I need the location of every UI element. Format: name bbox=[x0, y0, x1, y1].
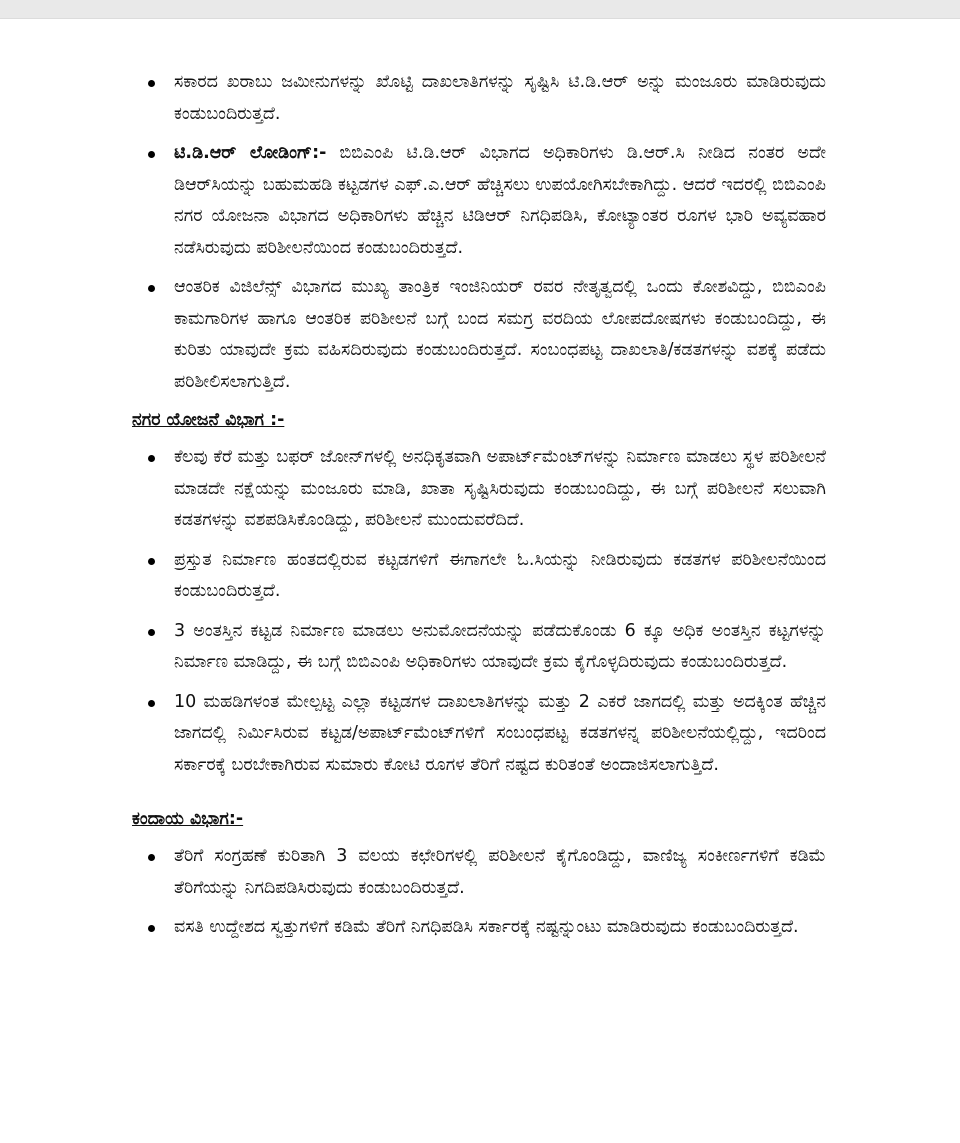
item-text: ಬಿಬಿಎಂಪಿ ಟಿ.ಡಿ.ಆರ್ ವಿಭಾಗದ ಅಧಿಕಾರಿಗಳು ಡಿ.ಆರ್.ಸಿ ನೀಡಿದ ನಂತರ ಅದೇ ಡಿಆರ್‌ಸಿಯನ್ನು ಬಹುಮಹಡಿ ಕಟ್ಟಡಗಳ ಎಫ್.ಎ.ಆರ್ ಹೆಚ್ಚಿಸಲು ಉಪಯೋಗಿಸಬೇಕಾಗಿದ್ದು. ಆದರೆ ಇದರಲ್ಲಿ ಬಿಬಿಎಂಪಿ ನಗರ ಯೋಜನಾ ವಿಭಾಗದ ಅಧಿಕಾರಿಗಳು ಹೆಚ್ಚಿನ ಟಿಡಿಆರ್ ನಿಗಧಿಪಡಿಸಿ, ಕೋಟ್ಯಾಂತರ ರೂಗಳ ಭಾರಿ ಅವ್ಯವಹಾರ ನಡೆಸಿರುವುದು ಪರಿಶೀಲನೆಯಿಂದ ಕಂಡುಬಂದಿರುತ್ತದೆ. bbox=[174, 143, 826, 258]
item-text: 10 ಮಹಡಿಗಳಂತ ಮೇಲ್ಪಟ್ಟ ಎಲ್ಲಾ ಕಟ್ಟಡಗಳ ದಾಖಲಾತಿಗಳನ್ನು ಮತ್ತು 2 ಎಕರೆ ಜಾಗದಲ್ಲಿ ಮತ್ತು ಅದಕ್ಕಿಂತ ಹೆಚ್ಚಿನ ಜಾಗದಲ್ಲಿ ನಿರ್ಮಿಸಿರುವ ಕಟ್ಟಡ/ಅಪಾರ್ಟ್‌ಮೆಂಟ್‌ಗಳಿಗೆ ಸಂಬಂಧಪಟ್ಟ ಕಡತಗಳನ್ನ ಪರಿಶೀಲನೆಯಲ್ಲಿದ್ದು, ಇದರಿಂದ ಸರ್ಕಾರಕ್ಕೆ ಬರಬೇಕಾಗಿರುವ ಸುಮಾರು ಕೋಟಿ ರೂಗಳ ತೆರಿಗೆ ನಷ್ಟದ ಕುರಿತಂತೆ ಅಂದಾಜಿಸಲಾಗುತ್ತಿದೆ. bbox=[174, 691, 826, 775]
item-text: ಆಂತರಿಕ ವಿಜಿಲೆನ್ಸ್ ವಿಭಾಗದ ಮುಖ್ಯ ತಾಂತ್ರಿಕ ಇಂಜಿನಿಯರ್ ರವರ ನೇತೃತ್ವದಲ್ಲಿ ಒಂದು ಕೋಶವಿದ್ದು, ಬಿಬಿಎಂಪಿ ಕಾಮಗಾರಿಗಳ ಹಾಗೂ ಆಂತರಿಕ ಪರಿಶೀಲನೆ ಬಗ್ಗೆ ಬಂದ ಸಮಗ್ರ ವರದಿಯ ಲೋಪದೋಷಗಳು ಕಂಡುಬಂದಿದ್ದು, ಈ ಕುರಿತು ಯಾವುದೇ ಕ್ರಮ ವಹಿಸದಿರುವುದು ಕಂಡುಬಂದಿರುತ್ತದೆ. ಸಂಬಂಧಪಟ್ಟ ದಾಖಲಾತಿ/ಕಡತಗಳನ್ನು ವಶಕ್ಕೆ ಪಡೆದು ಪರಿಶೀಲಿಸಲಾಗುತ್ತಿದೆ. bbox=[174, 277, 826, 392]
document-body bbox=[132, 67, 826, 952]
section-spacer bbox=[132, 789, 826, 805]
section-heading-revenue: ಕಂದಾಯ ವಿಭಾಗ:- bbox=[132, 809, 244, 829]
list-item bbox=[132, 841, 826, 904]
bullet-icon bbox=[148, 455, 155, 462]
document-page bbox=[0, 19, 960, 1143]
item-text: ಸಕಾರದ ಖರಾಬು ಜಮೀನುಗಳನ್ನು ಖೊಟ್ಟಿ ದಾಖಲಾತಿಗಳನ್ನು ಸೃಷ್ಟಿಸಿ ಟಿ.ಡಿ.ಆರ್ ಅನ್ನು ಮಂಜೂರು ಮಾಡಿರುವುದು ಕಂಡುಬಂದಿರುತ್ತದೆ. bbox=[174, 72, 826, 124]
item-text: ವಸತಿ ಉದ್ದೇಶದ ಸ್ವತ್ತುಗಳಿಗೆ ಕಡಿಮೆ ತೆರಿಗೆ ನಿಗಧಿಪಡಿಸಿ ಸರ್ಕಾರಕ್ಕೆ ನಷ್ಟನ್ನುಂಟು ಮಾಡಿರುವುದು ಕಂಡುಬಂದಿರುತ್ತದೆ. bbox=[174, 917, 799, 937]
item-text: 3 ಅಂತಸ್ತಿನ ಕಟ್ಟಡ ನಿರ್ಮಾಣ ಮಾಡಲು ಅನುಮೋದನೆಯನ್ನು ಪಡೆದುಕೊಂಡು 6 ಕ್ಕೂ ಅಧಿಕ ಅಂತಸ್ತಿನ ಕಟ್ಟಗಳನ್ನು ನಿರ್ಮಾಣ ಮಾಡಿದ್ದು, ಈ ಬಗ್ಗೆ ಬಿಬಿಎಂಪಿ ಅಧಿಕಾರಿಗಳು ಯಾವುದೇ ಕ್ರಮ ಕೈಗೊಳ್ಳದಿರುವುದು ಕಂಡುಬಂದಿರುತ್ತದೆ. bbox=[174, 620, 826, 672]
bullet-icon bbox=[148, 629, 155, 636]
bullet-icon bbox=[148, 285, 155, 292]
bullet-icon bbox=[148, 151, 155, 158]
town-planning-list bbox=[132, 442, 826, 781]
list-item bbox=[132, 616, 826, 679]
list-item bbox=[132, 442, 826, 537]
bullet-icon bbox=[148, 925, 155, 932]
viewer-top-bar bbox=[0, 0, 960, 19]
item-text: ಪ್ರಸ್ತುತ ನಿರ್ಮಾಣ ಹಂತದಲ್ಲಿರುವ ಕಟ್ಟಡಗಳಿಗೆ ಈಗಾಗಲೇ ಓ.ಸಿಯನ್ನು ನೀಡಿರುವುದು ಕಡತಗಳ ಪರಿಶೀಲನೆಯಿಂದ ಕಂಡುಬಂದಿರುತ್ತದೆ. bbox=[174, 549, 826, 601]
list-item bbox=[132, 687, 826, 782]
list-item bbox=[132, 912, 826, 944]
bullet-icon bbox=[148, 700, 155, 707]
section-heading-town-planning: ನಗರ ಯೋಜನೆ ವಿಭಾಗ :- bbox=[132, 410, 285, 430]
item-lead: ಟಿ.ಡಿ.ಆರ್ ಲೋಡಿಂಗ್:- bbox=[174, 143, 327, 163]
list-item bbox=[132, 545, 826, 608]
list-item bbox=[132, 67, 826, 130]
bullet-icon bbox=[148, 80, 155, 87]
bullet-icon bbox=[148, 558, 155, 565]
bullet-icon bbox=[148, 854, 155, 861]
intro-list bbox=[132, 67, 826, 398]
list-item bbox=[132, 272, 826, 398]
revenue-list bbox=[132, 841, 826, 944]
item-text: ಕೆಲವು ಕೆರೆ ಮತ್ತು ಬಫರ್ ಜೋನ್‌ಗಳಲ್ಲಿ ಅನಧಿಕೃತವಾಗಿ ಅಪಾರ್ಟ್‌ಮೆಂಟ್‌ಗಳನ್ನು ನಿರ್ಮಾಣ ಮಾಡಲು ಸ್ಥಳ ಪರಿಶೀಲನೆ ಮಾಡದೇ ನಕ್ಷೆಯನ್ನು ಮಂಜೂರು ಮಾಡಿ, ಖಾತಾ ಸೃಷ್ಟಿಸಿರುವುದು ಕಂಡುಬಂದಿದ್ದು, ಈ ಬಗ್ಗೆ ಪರಿಶೀಲನೆ ಸಲುವಾಗಿ ಕಡತಗಳನ್ನು ವಶಪಡಿಸಿಕೊಂಡಿದ್ದು, ಪರಿಶೀಲನೆ ಮುಂದುವರೆದಿದೆ. bbox=[174, 447, 826, 530]
list-item bbox=[132, 138, 826, 264]
item-text: ತೆರಿಗೆ ಸಂಗ್ರಹಣೆ ಕುರಿತಾಗಿ 3 ವಲಯ ಕಛೇರಿಗಳಲ್ಲಿ ಪರಿಶೀಲನೆ ಕೈಗೊಂಡಿದ್ದು, ವಾಣಿಜ್ಯ ಸಂಕೀರ್ಣಗಳಿಗೆ ಕಡಿಮೆ ತೆರಿಗೆಯನ್ನು ನಿಗದಿಪಡಿಸಿರುವುದು ಕಂಡುಬಂದಿರುತ್ತದೆ. bbox=[174, 846, 826, 898]
